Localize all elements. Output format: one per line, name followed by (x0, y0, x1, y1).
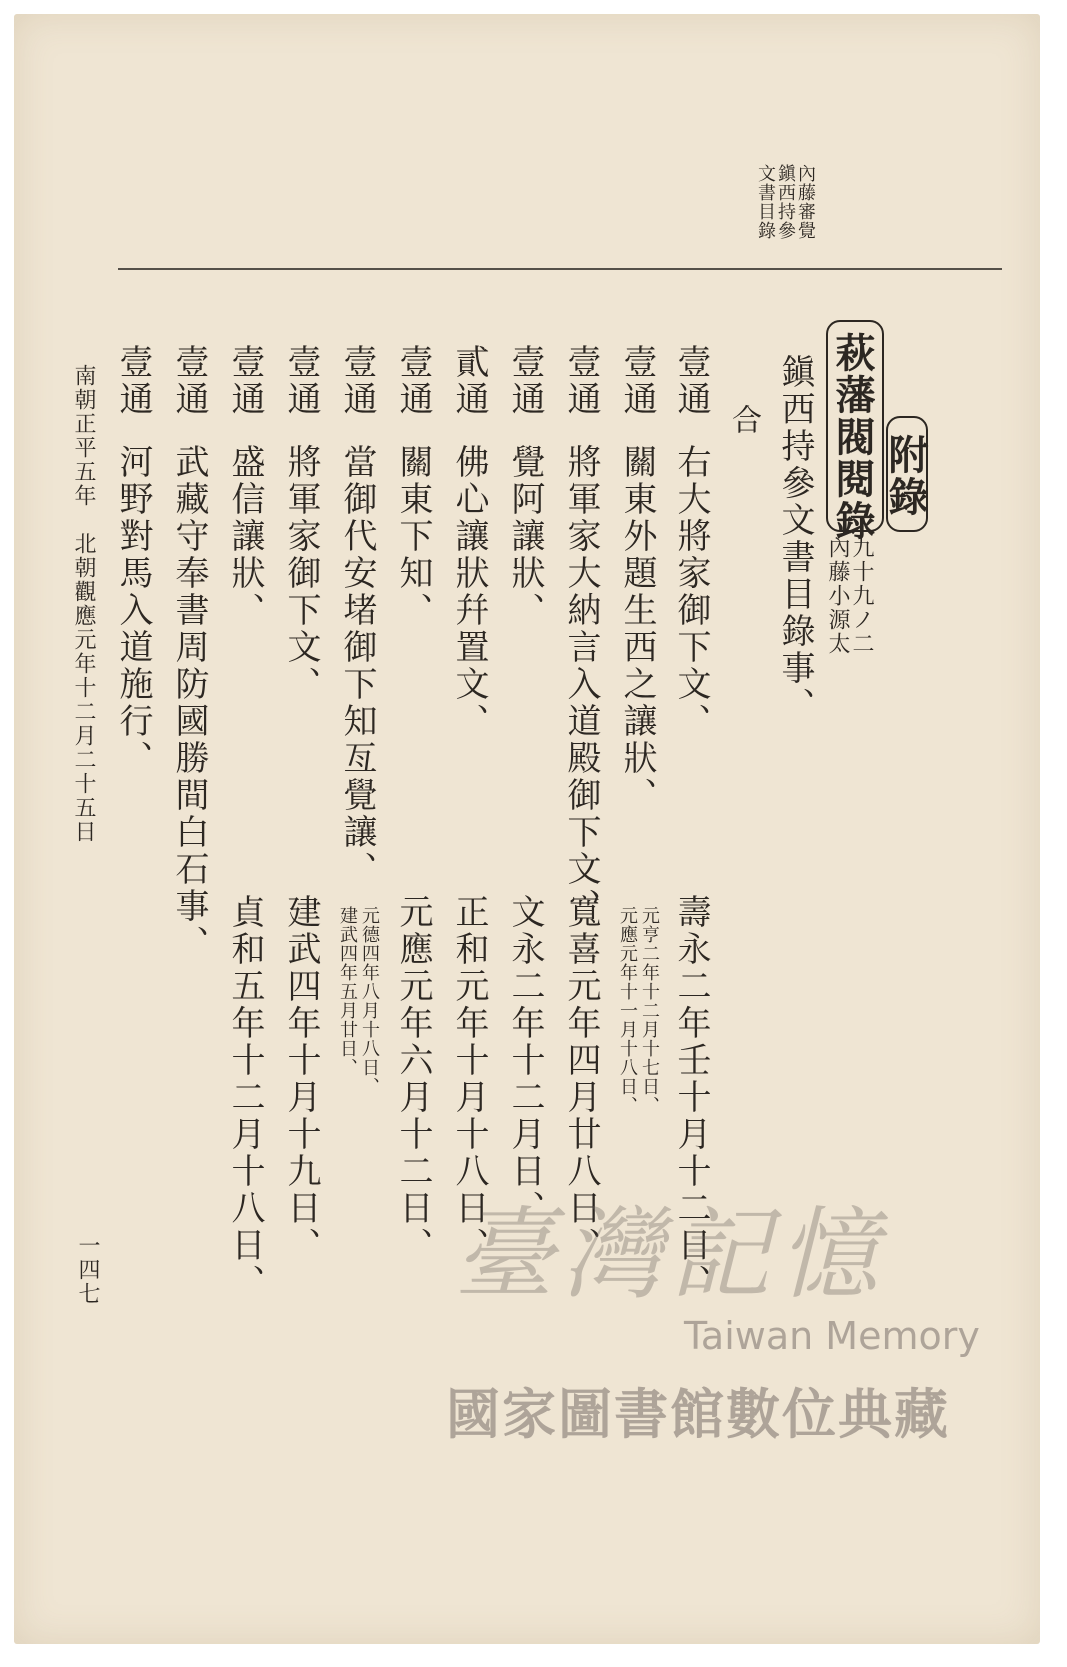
header-line-1: 內藤審覺 (795, 164, 816, 240)
entry-date: 壽永二年壬十月十二日、 (671, 894, 711, 1301)
entry-date: 貞和五年十二月十八日、 (225, 894, 265, 1301)
total-label: 合 (726, 404, 761, 437)
entry-count: 壹通 (671, 344, 711, 418)
entry-count: 貳通 (449, 344, 489, 418)
entry-title: 關東下知、 (393, 444, 433, 629)
entry-count: 壹通 (169, 344, 209, 418)
watermark-chinese: 國家圖書館數位典藏 (446, 1383, 950, 1446)
entry-date: 元應元年六月十二日、 (393, 894, 433, 1264)
entry-title: 右大將家御下文、 (671, 444, 711, 740)
entry-date-sub: 元亨二年十二月十七日、 (639, 906, 660, 1115)
entry-title: 當御代安堵御下知亙覺讓、 (337, 444, 377, 888)
watermark-english: Taiwan Memory (684, 1314, 980, 1358)
header-line-3: 文書目錄 (755, 164, 776, 240)
entry-title: 佛心讓狀幷置文、 (449, 444, 489, 740)
entry-date-sub: 元德四年八月十八日、 (359, 906, 380, 1096)
entry-date-sub: 元應元年十一月十八日、 (617, 906, 638, 1115)
entry-date: 寬喜元年四月廿八日、 (561, 894, 601, 1264)
source-title: 萩藩閥閱錄 (829, 332, 876, 542)
entry-count: 壹通 (225, 344, 265, 418)
entry-title: 覺阿讓狀、 (505, 444, 545, 629)
entry-count: 壹通 (281, 344, 321, 418)
entry-title: 武藏守奉書周防國勝間白石事、 (169, 444, 209, 962)
appendix-label: 附錄 (882, 434, 929, 518)
entry-count: 壹通 (337, 344, 377, 418)
entry-count: 壹通 (505, 344, 545, 418)
entry-title: 盛信讓狀、 (225, 444, 265, 629)
page-number: 一四七 (75, 1234, 100, 1306)
entry-count: 壹通 (393, 344, 433, 418)
entry-date: 正和元年十月十八日、 (449, 894, 489, 1264)
entry-title: 將軍家御下文、 (281, 444, 321, 703)
header-divider (118, 268, 1002, 270)
watermark-calligraphy: 臺灣記憶 (454, 1196, 886, 1313)
source-number: 九十九ノ二 (849, 536, 874, 656)
header-line-2: 鎭西持參 (775, 164, 796, 240)
source-name: 內藤小源太 (825, 536, 850, 656)
entry-date: 文永二年十二月日、 (505, 894, 545, 1227)
entry-date-sub: 建武四年五月廿日、 (337, 906, 358, 1077)
document-title: 鎭西持參文書目錄事、 (775, 354, 815, 724)
entry-date: 建武四年十月十九日、 (281, 894, 321, 1264)
entry-title: 將軍家大納言入道殿御下文、 (561, 444, 601, 925)
entry-count: 壹通 (113, 344, 153, 418)
document-page (14, 14, 1040, 1644)
entry-title: 關東外題生西之讓狀、 (617, 444, 657, 814)
entry-title: 河野對馬入道施行、 (113, 444, 153, 777)
footer-date-note: 南朝正平五年 北朝觀應元年十二月二十五日 (71, 364, 96, 844)
entry-count: 壹通 (561, 344, 601, 418)
entry-count: 壹通 (617, 344, 657, 418)
